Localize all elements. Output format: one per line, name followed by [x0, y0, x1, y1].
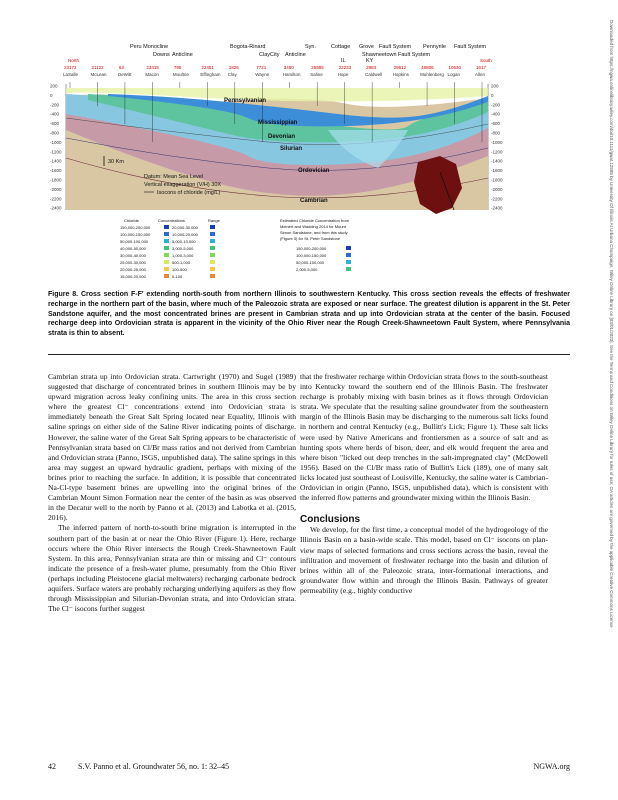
depth-tick-right: -400: [491, 111, 501, 117]
label-il: IL: [341, 58, 346, 64]
well-name: Hope: [337, 72, 349, 77]
legend-range: 50,000-100,000: [120, 239, 149, 244]
label-anticline-1: Anticline: [172, 52, 193, 58]
well-id: 1826: [228, 65, 239, 70]
legend-swatch: [210, 260, 215, 264]
well-name: Saline: [310, 72, 323, 77]
paragraph: that the freshwater recharge within Ordovician strata flows to the south-southeast into Kentucky toward the southern end of the Illinois Basin. The freshwater recharge is probably mixing with basin brines as it flows through Ordovician strata. We speculate that the resulting saline groundwater from the southeastern margin of the Illinois Basin may be discharging to the numerous salt licks found in northern and central Kentucky (e.g., Bullitt's Lick; Figure 1). These salt licks were used by Native Americans and frontiersmen as a source of salt and as hunting spots where herds of bison, deer, and elk would frequent the area and where bison "licked out deep trenches in the salt-impregnated clay" (McDowell 1956). Based on the Cl/Br mass ratio of Bullitt's Lick (189), one of many salt licks located just southeast of Louisville, Kentucky, the saline water is Cambrian-Ordovician in origin (Panno, ISGS, unpublished data), which is consistent with the inferred flow patterns and groundwater mixing within the Illinois Basin.: [300, 372, 548, 503]
label-south: South: [480, 58, 492, 63]
depth-tick-right: -1800: [491, 177, 503, 183]
legend-subrange: 5,000-10,000: [172, 239, 196, 244]
well-name: Moultrie: [172, 72, 189, 77]
legend-subrange: 20,000-30,000: [172, 225, 198, 230]
legend-range: 30,000-40,000: [120, 253, 146, 258]
caption-divider: [48, 354, 570, 355]
well-name: Hamilton: [282, 72, 301, 77]
depth-tick-right: -2000: [491, 186, 503, 192]
depth-tick-left: -2000: [50, 186, 62, 192]
legend-range: 40,000-50,000: [120, 246, 146, 251]
paragraph: Cambrian strata up into Ordovician strata. Cartwright (1970) and Sugel (1989) suggested that discharge of concentrated brines in southern Illinois may be by upward migration across leaky confining units. The area in this cross section where the greatest Cl⁻ concentrations extend into Ordovician strata is immediately beneath the Great Salt Spring located near Equality, Illinois with saline springs on either side of the Saline River indicating points of discharge. However, the saline water of the Great Salt Spring appears to be characteristic of Pennsylvanian strata based on Cl/Br mass ratios and not derived from Cambrian and Ordovician strata (Panno, ISGS, unpublished data). The saline springs in this area may suggest an upward hydraulic gradient, perhaps with mixing of the brines prior to reaching the surface. In addition, it is possible that concentrated Na-Cl-type basement brines are upwelling into the original brines of the Cambrian Mount Simon Formation near the center of the basin as was observed in the Decatur well to the north by Panno et al. (2013) and Labotka et al. (2015, 2016).: [48, 372, 296, 523]
legend-swatch: [164, 239, 169, 243]
legend-swatch: [210, 225, 215, 229]
depth-tick-left: -1600: [50, 168, 62, 174]
formation-ordovician: Ordovician: [298, 168, 330, 174]
depth-tick-right: -2400: [491, 205, 503, 211]
legend-swatch: [164, 232, 169, 236]
label-fault-system-3: Fault System: [398, 52, 431, 58]
well-id: 1617: [476, 65, 487, 70]
depth-tick-left: -2400: [50, 205, 62, 211]
legend-subrange: 500-1,000: [172, 260, 191, 265]
well-name: Clay: [227, 72, 237, 77]
label-grove: Grove: [359, 44, 374, 50]
label-shawneetown: Shawneetown: [362, 52, 397, 58]
formation-pennsylvanian: Pennsylvanian: [224, 98, 267, 104]
legend-swatch: [346, 260, 351, 264]
legend-range: 100,000-150,000: [120, 232, 151, 237]
legend-swatch: [164, 274, 169, 278]
legend-range: 15,000-20,000: [120, 274, 146, 279]
label-downs: Downs: [153, 52, 170, 58]
legend-range: 150,000-200,000: [120, 225, 151, 230]
depth-tick-right: -200: [491, 102, 501, 108]
legend-range: 100,000-150,000: [296, 253, 327, 258]
legend-subrange: 100-500: [172, 267, 187, 272]
label-ky: KY: [366, 58, 374, 64]
label-pennyrile: Pennyrile: [423, 44, 446, 50]
legend-header-concentrations: Concentrations: [158, 218, 185, 223]
legend-swatch: [164, 260, 169, 264]
legend-note-line: Simon Sandstone, and from this study: [280, 230, 348, 235]
paragraph: We develop, for the first time, a conceptual model of the hydrogeology of the Illinois Basin on a basin-wide scale. This model, based on Cl⁻ isocons on plan-view maps of selected formations and cross sections across the basin, reveal the infiltration and movement of freshwater recharge into the basin and dilution of brines within all of the Paleozoic strata, inter-formational interactions, and groundwater flow within and through the Illinois Basin. Pathways of greater permeability (e.g., highly conductive: [300, 525, 548, 595]
cross-section-svg: [48, 38, 503, 288]
citation: S.V. Panno et al. Groundwater 56, no. 1: 32–45: [78, 762, 230, 771]
depth-tick-right: -1400: [491, 158, 503, 164]
depth-tick-left: -1400: [50, 158, 62, 164]
download-notice: Downloaded from https://ngwa.onlinelibrary.wiley.com/doi/10.1111/gwat.12585 by University Of Illinois At Urbana Champaign, Wiley Online Library on [03/01/2023]. See the Terms and Conditions on Wiley Online Library for rules of use; OA articles are governed by the applicable Creative Commons License: [609, 20, 614, 628]
legend-subrange: 0-100: [172, 274, 183, 279]
well-name: Hopkins: [392, 72, 409, 77]
well-name: LaSalle: [63, 72, 79, 77]
label-bogota-rinard: Bogota-Rinard: [230, 44, 266, 50]
well-name: Macon: [145, 72, 159, 77]
well-id: 23415: [146, 65, 159, 70]
legend-swatch: [346, 267, 351, 271]
formation-devonian: Devonian: [268, 134, 296, 140]
depth-tick-left: -200: [50, 102, 60, 108]
well-id: 22233: [338, 65, 352, 70]
legend-range: 150,000-200,000: [296, 246, 327, 251]
label-fault-system-2: Fault System: [454, 44, 487, 50]
label-peru-monocline: Peru Monocline: [130, 44, 169, 50]
scale-label: 30 Km: [108, 159, 124, 165]
legend-range: 50,000-100,000: [296, 260, 325, 265]
figure-caption: Figure 8. Cross section F-F′ extending north-south from northern Illinois to southwestern Kentucky. This cross section reveals the effects of freshwater recharge in the northern part of the basin, where much of the Paleozoic strata are exposed or near surface. The greatest dilution is apparent in the St. Peter Sandstone aquifer, and the most concentrated brines are present in Cambrian strata and up into Ordovician strata at the center of the basin. Focused recharge deep into Ordovician strata is apparent in the vicinity of the Ohio River near the Rough Creek-Shawneetown Fault System, where Pennsylvania strata is thin to absent.: [48, 291, 570, 338]
section-heading-conclusions: Conclusions: [300, 514, 361, 526]
depth-tick-left: -400: [50, 111, 60, 117]
legend-swatch: [210, 232, 215, 236]
depth-tick-left: -600: [50, 121, 60, 127]
legend-swatch: [346, 246, 351, 250]
label-claycity: ClayCity: [259, 52, 280, 58]
legend-swatch: [164, 253, 169, 257]
depth-tick-left: 200: [50, 83, 58, 89]
well-name: Logan: [447, 72, 461, 77]
datum-line-2: Vertical exaggeration (V/H) 30X: [144, 182, 222, 188]
depth-tick-left: -1000: [50, 139, 62, 145]
depth-tick-right: -800: [491, 130, 501, 136]
well-name: Caldwell: [365, 72, 383, 77]
legend-swatch: [210, 267, 215, 271]
well-id: 22451: [201, 65, 214, 70]
legend-range: 20,000-25,000: [120, 267, 146, 272]
formation-silurian: Silurian: [280, 146, 303, 152]
legend-subrange: 1,000-3,000: [172, 253, 194, 258]
well-id: 10530: [448, 65, 462, 70]
depth-tick-right: -2200: [491, 196, 503, 202]
well-name: Wayne: [255, 72, 270, 77]
well-id: 25585: [311, 65, 324, 70]
depth-tick-left: -800: [50, 130, 60, 136]
depth-tick-right: -1200: [491, 149, 503, 155]
well-id: 21122: [91, 65, 104, 70]
label-syn: Syn.: [305, 44, 317, 50]
well-name: Effingham: [200, 72, 221, 77]
well-id: 23172: [64, 65, 77, 70]
legend-swatch: [164, 267, 169, 271]
legend-swatch: [210, 274, 215, 278]
well-id: 7721: [256, 65, 267, 70]
label-anticline-2: Anticline: [285, 52, 306, 58]
label-cottage: Cottage: [331, 44, 351, 50]
well-id: 46806: [421, 65, 434, 70]
well-id: 29612: [393, 65, 407, 70]
depth-tick-left: -1200: [50, 149, 62, 155]
depth-tick-right: -600: [491, 121, 501, 127]
legend-note-line: Estimated Chloride Concentration from: [280, 218, 349, 223]
label-fault-system-1: Fault System: [379, 44, 412, 50]
well-labels: [63, 65, 487, 77]
legend-swatch: [210, 246, 215, 250]
journal-brand: NGWA.org: [533, 762, 570, 771]
legend-header-range: Range: [208, 218, 220, 223]
legend-swatch: [210, 239, 215, 243]
depth-tick-right: 200: [491, 83, 499, 89]
formation-cambrian: Cambrian: [300, 198, 328, 204]
well-name: Allen: [475, 72, 486, 77]
well-id: 2883: [366, 65, 377, 70]
well-name: McLean: [90, 72, 107, 77]
legend-range: 25,000-30,000: [120, 260, 146, 265]
legend-subrange: 3,000-5,000: [172, 246, 194, 251]
depth-tick-left: 0: [50, 92, 53, 98]
datum-line-1: Datum: Mean Sea Level: [144, 174, 204, 180]
cross-section-figure: [48, 38, 503, 288]
legend-swatch: [346, 253, 351, 257]
legend-note-line: (Figure 3) for St. Peter Sandstone: [280, 236, 341, 241]
isocon-label: Isocons of chloride (mg/L): [157, 190, 221, 196]
legend-left: [120, 218, 221, 279]
left-column: [48, 372, 296, 614]
legend-swatch: [164, 246, 169, 250]
depth-tick-right: -1000: [491, 139, 503, 145]
page-footer: [48, 762, 570, 771]
page-number: 42: [48, 762, 56, 771]
depth-tick-right: -1600: [491, 168, 503, 174]
legend-note-line: Meinert and Wadding 2014 for Mount: [280, 224, 346, 229]
legend-subrange: 10,000-20,000: [172, 232, 198, 237]
paragraph: The inferred pattern of north-to-south brine migration is interrupted in the southern part of the basin at or near the Ohio River (Figure 1). Here, recharge occurs where the Ohio River intersects the Rough Creek-Shawneetown Fault System. In this area, Pennsylvanian strata are thin or missing and Cl⁻ contours indicate the presence of a fresh-water plume, presumably from the Ohio River (perhaps including Pleistocene glacial meltwaters) recharging carbonate bedrock aquifers. Surface waters are probably recharging underlying aquifers as they flow through Mississippian and Silurian-Devonian strata, and into Ordovician strata. The Cl⁻ isocons further suggest: [48, 523, 296, 614]
well-id: 795: [173, 65, 182, 70]
legend-range: 2,000-5,000: [296, 267, 318, 272]
depth-tick-left: -1800: [50, 177, 62, 183]
formation-mississippian: Mississippian: [258, 120, 298, 126]
legend-right: [280, 218, 351, 272]
well-name: Muhlenberg: [420, 72, 444, 77]
depth-tick-left: -2200: [50, 196, 62, 202]
legend-swatch: [210, 253, 215, 257]
label-north: North: [68, 58, 80, 63]
well-id: 3450: [283, 65, 294, 70]
depth-tick-right: 0: [491, 92, 494, 98]
legend-header-chloride: Chloride: [124, 218, 139, 223]
legend-swatch: [164, 225, 169, 229]
well-name: DeWitt: [117, 72, 132, 77]
well-id: 63: [118, 65, 124, 70]
right-column: [300, 372, 548, 596]
